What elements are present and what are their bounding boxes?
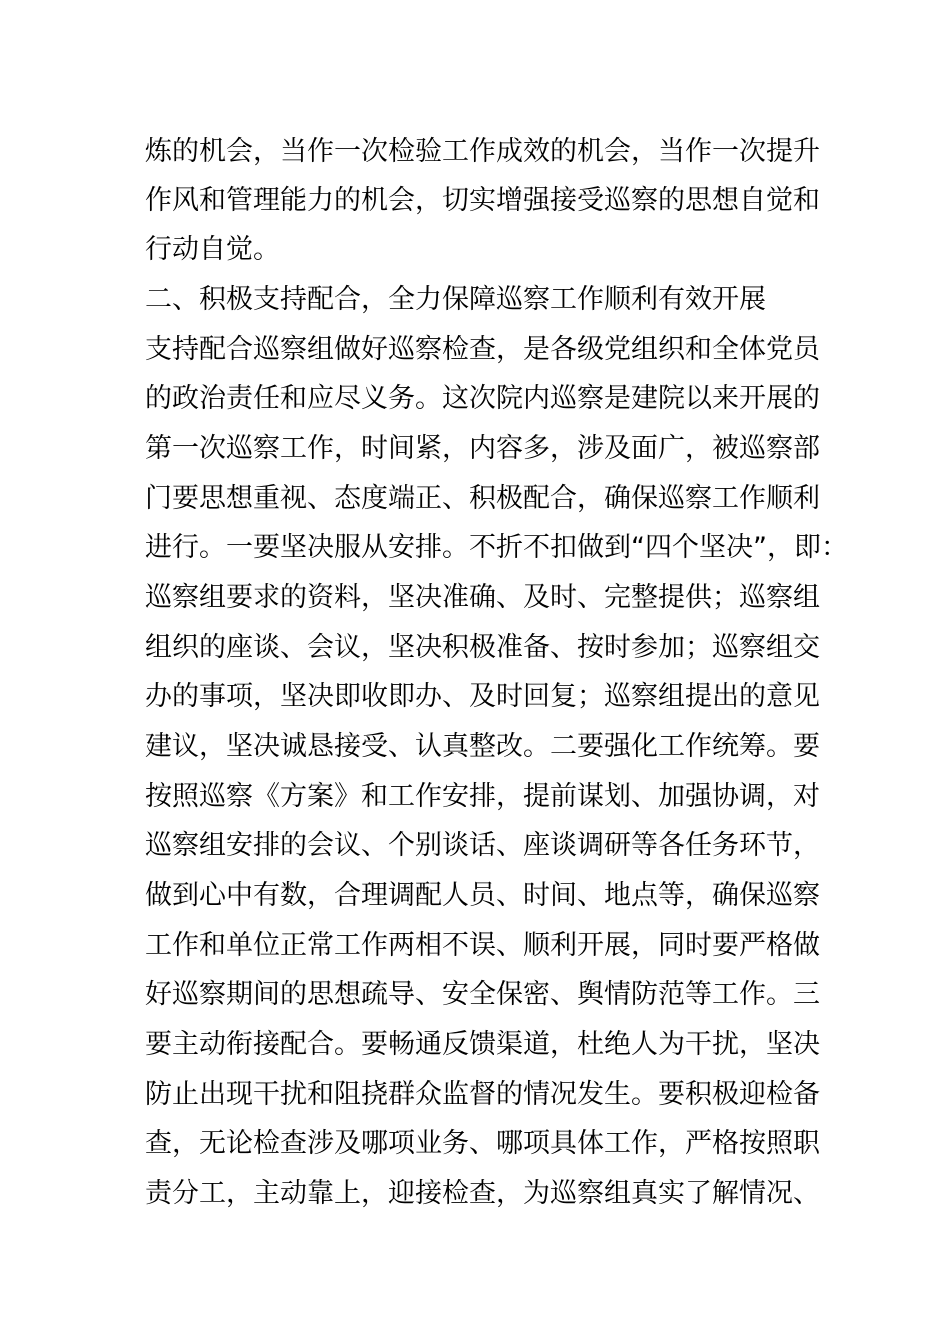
paragraph-2-line-12: 做到心中有数，合理调配人员、时间、地点等，确保巡察 [145,880,820,911]
paragraph-2-line-2: 的政治责任和应尽义务。这次院内巡察是建院以来开展的 [145,383,820,414]
paragraph-2-line-16: 防止出现干扰和阻挠群众监督的情况发生。要积极迎检备 [145,1079,820,1110]
paragraph-2-line-18: 责分工，主动靠上，迎接检查，为巡察组真实了解情况、 [145,1178,820,1209]
paragraph-2-line-1: 支持配合巡察组做好巡察检查，是各级党组织和全体党员 [145,334,820,365]
paragraph-1-line-1: 炼的机会，当作一次检验工作成效的机会，当作一次提升 [145,136,820,167]
paragraph-2-line-14: 好巡察期间的思想疏导、安全保密、舆情防范等工作。三 [145,979,820,1010]
paragraph-2-line-13: 工作和单位正常工作两相不误、顺利开展，同时要严格做 [145,930,820,961]
paragraph-2-line-17: 查，无论检查涉及哪项业务、哪项具体工作，严格按照职 [145,1128,820,1159]
paragraph-1-line-3: 行动自觉。 [145,234,280,265]
paragraph-2-line-11: 巡察组安排的会议、个别谈话、座谈调研等各任务环节， [145,830,820,861]
paragraph-2-line-9: 建议，坚决诚恳接受、认真整改。二要强化工作统筹。要 [145,731,820,762]
paragraph-2-line-10: 按照巡察《方案》和工作安排，提前谋划、加强协调，对 [145,781,820,812]
paragraph-2-line-5: 进行。一要坚决服从安排。不折不扣做到“四个坚决”，即： [145,532,848,563]
paragraph-2-line-7: 组织的座谈、会议，坚决积极准备、按时参加；巡察组交 [145,632,820,663]
paragraph-1-line-2: 作风和管理能力的机会，切实增强接受巡察的思想自觉和 [145,185,820,216]
paragraph-2-line-3: 第一次巡察工作，时间紧，内容多，涉及面广，被巡察部 [145,433,820,464]
paragraph-2-line-6: 巡察组要求的资料，坚决准确、及时、完整提供；巡察组 [145,582,820,613]
section-heading: 二、积极支持配合，全力保障巡察工作顺利有效开展 [145,284,766,315]
paragraph-2-line-8: 办的事项，坚决即收即办、及时回复；巡察组提出的意见 [145,681,820,712]
paragraph-2-line-15: 要主动衔接配合。要畅通反馈渠道，杜绝人为干扰，坚决 [145,1029,820,1060]
paragraph-2-line-4: 门要思想重视、态度端正、积极配合，确保巡察工作顺利 [145,483,820,514]
